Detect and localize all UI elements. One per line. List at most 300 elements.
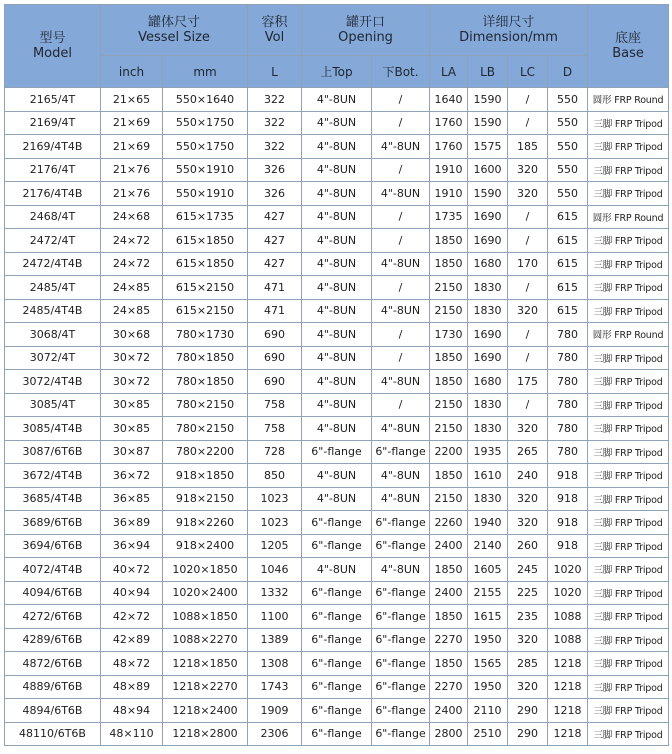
cell-top-opening: 4"-8UN [302,370,372,394]
table-row [5,581,669,605]
cell-bot-opening: 4"-8UN [372,135,430,159]
cell-lc: 260 [508,534,548,558]
cell-lb: 1565 [468,652,508,676]
cell-lb: 2155 [468,581,508,605]
cell-bot-opening: / [372,276,430,300]
cell-mm: 1218×1850 [163,652,248,676]
cell-model: 2472/4T [5,229,101,253]
cell-vol: 427 [248,229,302,253]
cell-bot-opening: 6"-flange [372,652,430,676]
cell-inch: 36×94 [101,534,163,558]
cell-vol: 1389 [248,628,302,652]
cell-model: 2165/4T [5,88,101,112]
cell-base: 三脚 FRP Tripod [588,440,669,464]
cell-base: 三脚 FRP Tripod [588,558,669,582]
cell-vol: 1332 [248,581,302,605]
cell-inch: 24×72 [101,252,163,276]
cell-la: 1760 [430,135,468,159]
cell-lc: / [508,205,548,229]
vessel-spec-table [4,4,669,746]
cell-base: 三脚 FRP Tripod [588,534,669,558]
cell-mm: 1088×1850 [163,605,248,629]
header-dimension: 详细尺寸 Dimension/mm [430,5,588,56]
cell-lb: 1830 [468,487,508,511]
cell-vol: 427 [248,205,302,229]
cell-base: 三脚 FRP Tripod [588,158,669,182]
cell-lc: 225 [508,581,548,605]
cell-lc: 175 [508,370,548,394]
cell-lc: / [508,323,548,347]
cell-top-opening: 6"-flange [302,581,372,605]
cell-top-opening: 4"-8UN [302,346,372,370]
table-row [5,158,669,182]
cell-inch: 30×72 [101,370,163,394]
cell-la: 2150 [430,417,468,441]
table-row [5,299,669,323]
cell-d: 780 [548,370,588,394]
cell-top-opening: 6"-flange [302,534,372,558]
cell-inch: 30×85 [101,417,163,441]
cell-inch: 21×76 [101,158,163,182]
cell-la: 2800 [430,722,468,746]
cell-vol: 690 [248,370,302,394]
cell-base: 三脚 FRP Tripod [588,652,669,676]
cell-vol: 1100 [248,605,302,629]
cell-model: 2472/4T4B [5,252,101,276]
subheader-la: LA [430,56,468,88]
cell-vol: 758 [248,417,302,441]
cell-lb: 1590 [468,182,508,206]
cell-inch: 42×89 [101,628,163,652]
table-row [5,464,669,488]
cell-bot-opening: 4"-8UN [372,417,430,441]
cell-top-opening: 4"-8UN [302,135,372,159]
cell-la: 1850 [430,252,468,276]
cell-inch: 21×65 [101,88,163,112]
cell-model: 3085/4T4B [5,417,101,441]
cell-bot-opening: / [372,111,430,135]
cell-vol: 322 [248,135,302,159]
cell-d: 615 [548,299,588,323]
cell-model: 3689/6T6B [5,511,101,535]
table-row [5,534,669,558]
cell-lb: 2140 [468,534,508,558]
cell-la: 1640 [430,88,468,112]
cell-d: 1088 [548,628,588,652]
cell-model: 3087/6T6B [5,440,101,464]
cell-la: 2270 [430,628,468,652]
cell-d: 780 [548,417,588,441]
cell-lb: 2510 [468,722,508,746]
cell-inch: 21×69 [101,111,163,135]
cell-d: 1218 [548,722,588,746]
cell-lc: / [508,393,548,417]
cell-d: 780 [548,440,588,464]
cell-inch: 42×72 [101,605,163,629]
cell-inch: 24×85 [101,299,163,323]
table-row [5,135,669,159]
cell-la: 2150 [430,487,468,511]
cell-mm: 780×2150 [163,393,248,417]
cell-mm: 918×2150 [163,487,248,511]
cell-model: 3694/6T6B [5,534,101,558]
cell-la: 1910 [430,158,468,182]
cell-d: 1088 [548,605,588,629]
cell-lb: 1605 [468,558,508,582]
subheader-bot: 下Bot. [372,56,430,88]
cell-model: 2169/4T4B [5,135,101,159]
cell-d: 780 [548,346,588,370]
cell-d: 1020 [548,558,588,582]
spec-table-container [4,4,668,746]
cell-bot-opening: 6"-flange [372,675,430,699]
cell-d: 918 [548,534,588,558]
cell-inch: 48×94 [101,699,163,723]
header-model: 型号 Model [5,5,101,88]
table-header [5,5,669,88]
table-row [5,393,669,417]
cell-mm: 1218×2270 [163,675,248,699]
cell-la: 2150 [430,393,468,417]
cell-lc: 320 [508,182,548,206]
cell-lc: 240 [508,464,548,488]
cell-lb: 1590 [468,111,508,135]
cell-bot-opening: / [372,346,430,370]
cell-bot-opening: / [372,393,430,417]
cell-lb: 1690 [468,205,508,229]
cell-mm: 1218×2400 [163,699,248,723]
cell-la: 1850 [430,652,468,676]
cell-base: 三脚 FRP Tripod [588,722,669,746]
cell-base: 圆形 FRP Round [588,205,669,229]
cell-lc: 265 [508,440,548,464]
cell-inch: 30×85 [101,393,163,417]
cell-d: 550 [548,158,588,182]
cell-inch: 24×85 [101,276,163,300]
cell-lb: 1950 [468,628,508,652]
table-row [5,605,669,629]
cell-bot-opening: 4"-8UN [372,299,430,323]
cell-top-opening: 6"-flange [302,652,372,676]
cell-lb: 1680 [468,370,508,394]
cell-mm: 615×1735 [163,205,248,229]
header-base: 底座 Base [588,5,669,88]
cell-lc: 235 [508,605,548,629]
cell-model: 4889/6T6B [5,675,101,699]
cell-model: 3068/4T [5,323,101,347]
subheader-l: L [248,56,302,88]
cell-la: 1850 [430,346,468,370]
cell-top-opening: 4"-8UN [302,252,372,276]
cell-lb: 1690 [468,229,508,253]
cell-inch: 30×68 [101,323,163,347]
cell-base: 三脚 FRP Tripod [588,605,669,629]
cell-vol: 471 [248,299,302,323]
table-row [5,205,669,229]
cell-lb: 1690 [468,323,508,347]
cell-top-opening: 6"-flange [302,628,372,652]
cell-d: 1020 [548,581,588,605]
cell-model: 3085/4T [5,393,101,417]
cell-top-opening: 4"-8UN [302,158,372,182]
cell-model: 48110/6T6B [5,722,101,746]
cell-vol: 322 [248,111,302,135]
cell-model: 2176/4T4B [5,182,101,206]
cell-bot-opening: / [372,205,430,229]
cell-bot-opening: 4"-8UN [372,464,430,488]
cell-top-opening: 4"-8UN [302,229,372,253]
cell-inch: 30×87 [101,440,163,464]
cell-la: 1850 [430,558,468,582]
cell-model: 3072/4T4B [5,370,101,394]
table-row [5,370,669,394]
cell-base: 三脚 FRP Tripod [588,346,669,370]
cell-lb: 1950 [468,675,508,699]
cell-vol: 427 [248,252,302,276]
cell-la: 2400 [430,581,468,605]
cell-la: 1730 [430,323,468,347]
cell-vol: 1205 [248,534,302,558]
cell-lc: / [508,111,548,135]
cell-base: 三脚 FRP Tripod [588,393,669,417]
cell-lc: 290 [508,699,548,723]
cell-inch: 24×72 [101,229,163,253]
table-row [5,182,669,206]
cell-mm: 918×1850 [163,464,248,488]
cell-mm: 615×1850 [163,229,248,253]
cell-bot-opening: 6"-flange [372,605,430,629]
cell-top-opening: 6"-flange [302,605,372,629]
cell-lb: 1575 [468,135,508,159]
cell-bot-opening: 4"-8UN [372,182,430,206]
table-row [5,487,669,511]
cell-d: 615 [548,276,588,300]
table-row [5,675,669,699]
cell-mm: 918×2260 [163,511,248,535]
cell-inch: 48×72 [101,652,163,676]
subheader-inch: inch [101,56,163,88]
cell-vol: 1909 [248,699,302,723]
subheader-top: 上Top [302,56,372,88]
cell-lb: 1690 [468,346,508,370]
cell-mm: 918×2400 [163,534,248,558]
table-row [5,652,669,676]
cell-top-opening: 4"-8UN [302,393,372,417]
cell-lc: 320 [508,417,548,441]
cell-d: 550 [548,88,588,112]
cell-base: 三脚 FRP Tripod [588,675,669,699]
cell-la: 2200 [430,440,468,464]
cell-la: 2270 [430,675,468,699]
table-row [5,229,669,253]
cell-top-opening: 6"-flange [302,511,372,535]
cell-bot-opening: 6"-flange [372,699,430,723]
cell-lc: 320 [508,675,548,699]
cell-vol: 850 [248,464,302,488]
cell-inch: 48×89 [101,675,163,699]
cell-la: 2150 [430,276,468,300]
cell-top-opening: 6"-flange [302,675,372,699]
cell-mm: 615×2150 [163,276,248,300]
cell-base: 三脚 FRP Tripod [588,464,669,488]
cell-inch: 40×94 [101,581,163,605]
cell-vol: 322 [248,88,302,112]
table-row [5,252,669,276]
cell-bot-opening: 6"-flange [372,628,430,652]
cell-la: 2400 [430,534,468,558]
cell-bot-opening: 4"-8UN [372,252,430,276]
cell-bot-opening: 6"-flange [372,440,430,464]
cell-bot-opening: 4"-8UN [372,487,430,511]
cell-mm: 1218×2800 [163,722,248,746]
cell-bot-opening: 6"-flange [372,534,430,558]
cell-top-opening: 4"-8UN [302,111,372,135]
cell-model: 4072/4T4B [5,558,101,582]
cell-top-opening: 4"-8UN [302,299,372,323]
cell-la: 2260 [430,511,468,535]
header-vessel-size: 罐体尺寸 Vessel Size [101,5,248,56]
cell-mm: 550×1640 [163,88,248,112]
cell-bot-opening: 6"-flange [372,511,430,535]
table-row [5,699,669,723]
cell-model: 3072/4T [5,346,101,370]
cell-d: 780 [548,393,588,417]
cell-base: 三脚 FRP Tripod [588,229,669,253]
cell-vol: 1023 [248,487,302,511]
cell-lc: 320 [508,628,548,652]
cell-lc: 170 [508,252,548,276]
cell-top-opening: 4"-8UN [302,558,372,582]
cell-top-opening: 4"-8UN [302,182,372,206]
cell-vol: 1023 [248,511,302,535]
cell-top-opening: 6"-flange [302,722,372,746]
cell-vol: 758 [248,393,302,417]
cell-mm: 780×1730 [163,323,248,347]
cell-vol: 2306 [248,722,302,746]
cell-base: 三脚 FRP Tripod [588,487,669,511]
cell-base: 三脚 FRP Tripod [588,276,669,300]
cell-d: 615 [548,205,588,229]
cell-inch: 48×110 [101,722,163,746]
cell-bot-opening: / [372,88,430,112]
cell-inch: 40×72 [101,558,163,582]
cell-la: 1735 [430,205,468,229]
cell-vol: 1046 [248,558,302,582]
table-row [5,276,669,300]
cell-lb: 1600 [468,158,508,182]
header-vol: 容积 Vol [248,5,302,56]
cell-mm: 550×1750 [163,135,248,159]
cell-lc: / [508,88,548,112]
cell-bot-opening: 4"-8UN [372,558,430,582]
cell-mm: 550×1910 [163,182,248,206]
cell-mm: 550×1910 [163,158,248,182]
cell-model: 4894/6T6B [5,699,101,723]
cell-d: 550 [548,111,588,135]
cell-bot-opening: / [372,229,430,253]
cell-base: 圆形 FRP Round [588,88,669,112]
cell-lc: / [508,229,548,253]
cell-base: 三脚 FRP Tripod [588,699,669,723]
cell-top-opening: 4"-8UN [302,88,372,112]
cell-la: 1850 [430,229,468,253]
cell-top-opening: 4"-8UN [302,323,372,347]
table-row [5,628,669,652]
cell-vol: 728 [248,440,302,464]
cell-lc: 320 [508,511,548,535]
cell-mm: 780×2150 [163,417,248,441]
cell-mm: 780×2200 [163,440,248,464]
cell-bot-opening: / [372,323,430,347]
cell-mm: 1020×2400 [163,581,248,605]
cell-mm: 615×2150 [163,299,248,323]
cell-d: 780 [548,323,588,347]
table-row [5,722,669,746]
cell-base: 三脚 FRP Tripod [588,417,669,441]
cell-lc: / [508,346,548,370]
cell-lc: 185 [508,135,548,159]
cell-mm: 615×1850 [163,252,248,276]
table-row [5,511,669,535]
cell-vol: 326 [248,158,302,182]
cell-model: 2485/4T [5,276,101,300]
table-row [5,440,669,464]
table-row [5,417,669,441]
cell-inch: 24×68 [101,205,163,229]
cell-top-opening: 6"-flange [302,699,372,723]
cell-lc: 320 [508,299,548,323]
cell-mm: 780×1850 [163,370,248,394]
cell-inch: 30×72 [101,346,163,370]
cell-mm: 780×1850 [163,346,248,370]
cell-model: 4094/6T6B [5,581,101,605]
header-opening: 罐开口 Opening [302,5,430,56]
cell-lb: 2110 [468,699,508,723]
cell-lb: 1830 [468,276,508,300]
subheader-d: D [548,56,588,88]
cell-d: 918 [548,487,588,511]
cell-mm: 1088×2270 [163,628,248,652]
cell-base: 三脚 FRP Tripod [588,299,669,323]
cell-top-opening: 6"-flange [302,440,372,464]
cell-la: 2400 [430,699,468,723]
cell-inch: 36×89 [101,511,163,535]
cell-d: 918 [548,464,588,488]
table-row [5,323,669,347]
cell-d: 615 [548,252,588,276]
cell-lb: 1830 [468,417,508,441]
cell-lb: 1590 [468,88,508,112]
cell-lb: 1610 [468,464,508,488]
cell-top-opening: 4"-8UN [302,487,372,511]
cell-model: 2176/4T [5,158,101,182]
cell-base: 三脚 FRP Tripod [588,581,669,605]
table-body [5,88,669,746]
cell-lc: / [508,276,548,300]
cell-lb: 1935 [468,440,508,464]
cell-la: 1850 [430,605,468,629]
cell-lb: 1940 [468,511,508,535]
cell-d: 918 [548,511,588,535]
cell-mm: 550×1750 [163,111,248,135]
table-row [5,558,669,582]
cell-model: 2485/4T4B [5,299,101,323]
cell-inch: 21×76 [101,182,163,206]
subheader-lc: LC [508,56,548,88]
cell-la: 1910 [430,182,468,206]
cell-vol: 690 [248,323,302,347]
cell-la: 2150 [430,299,468,323]
